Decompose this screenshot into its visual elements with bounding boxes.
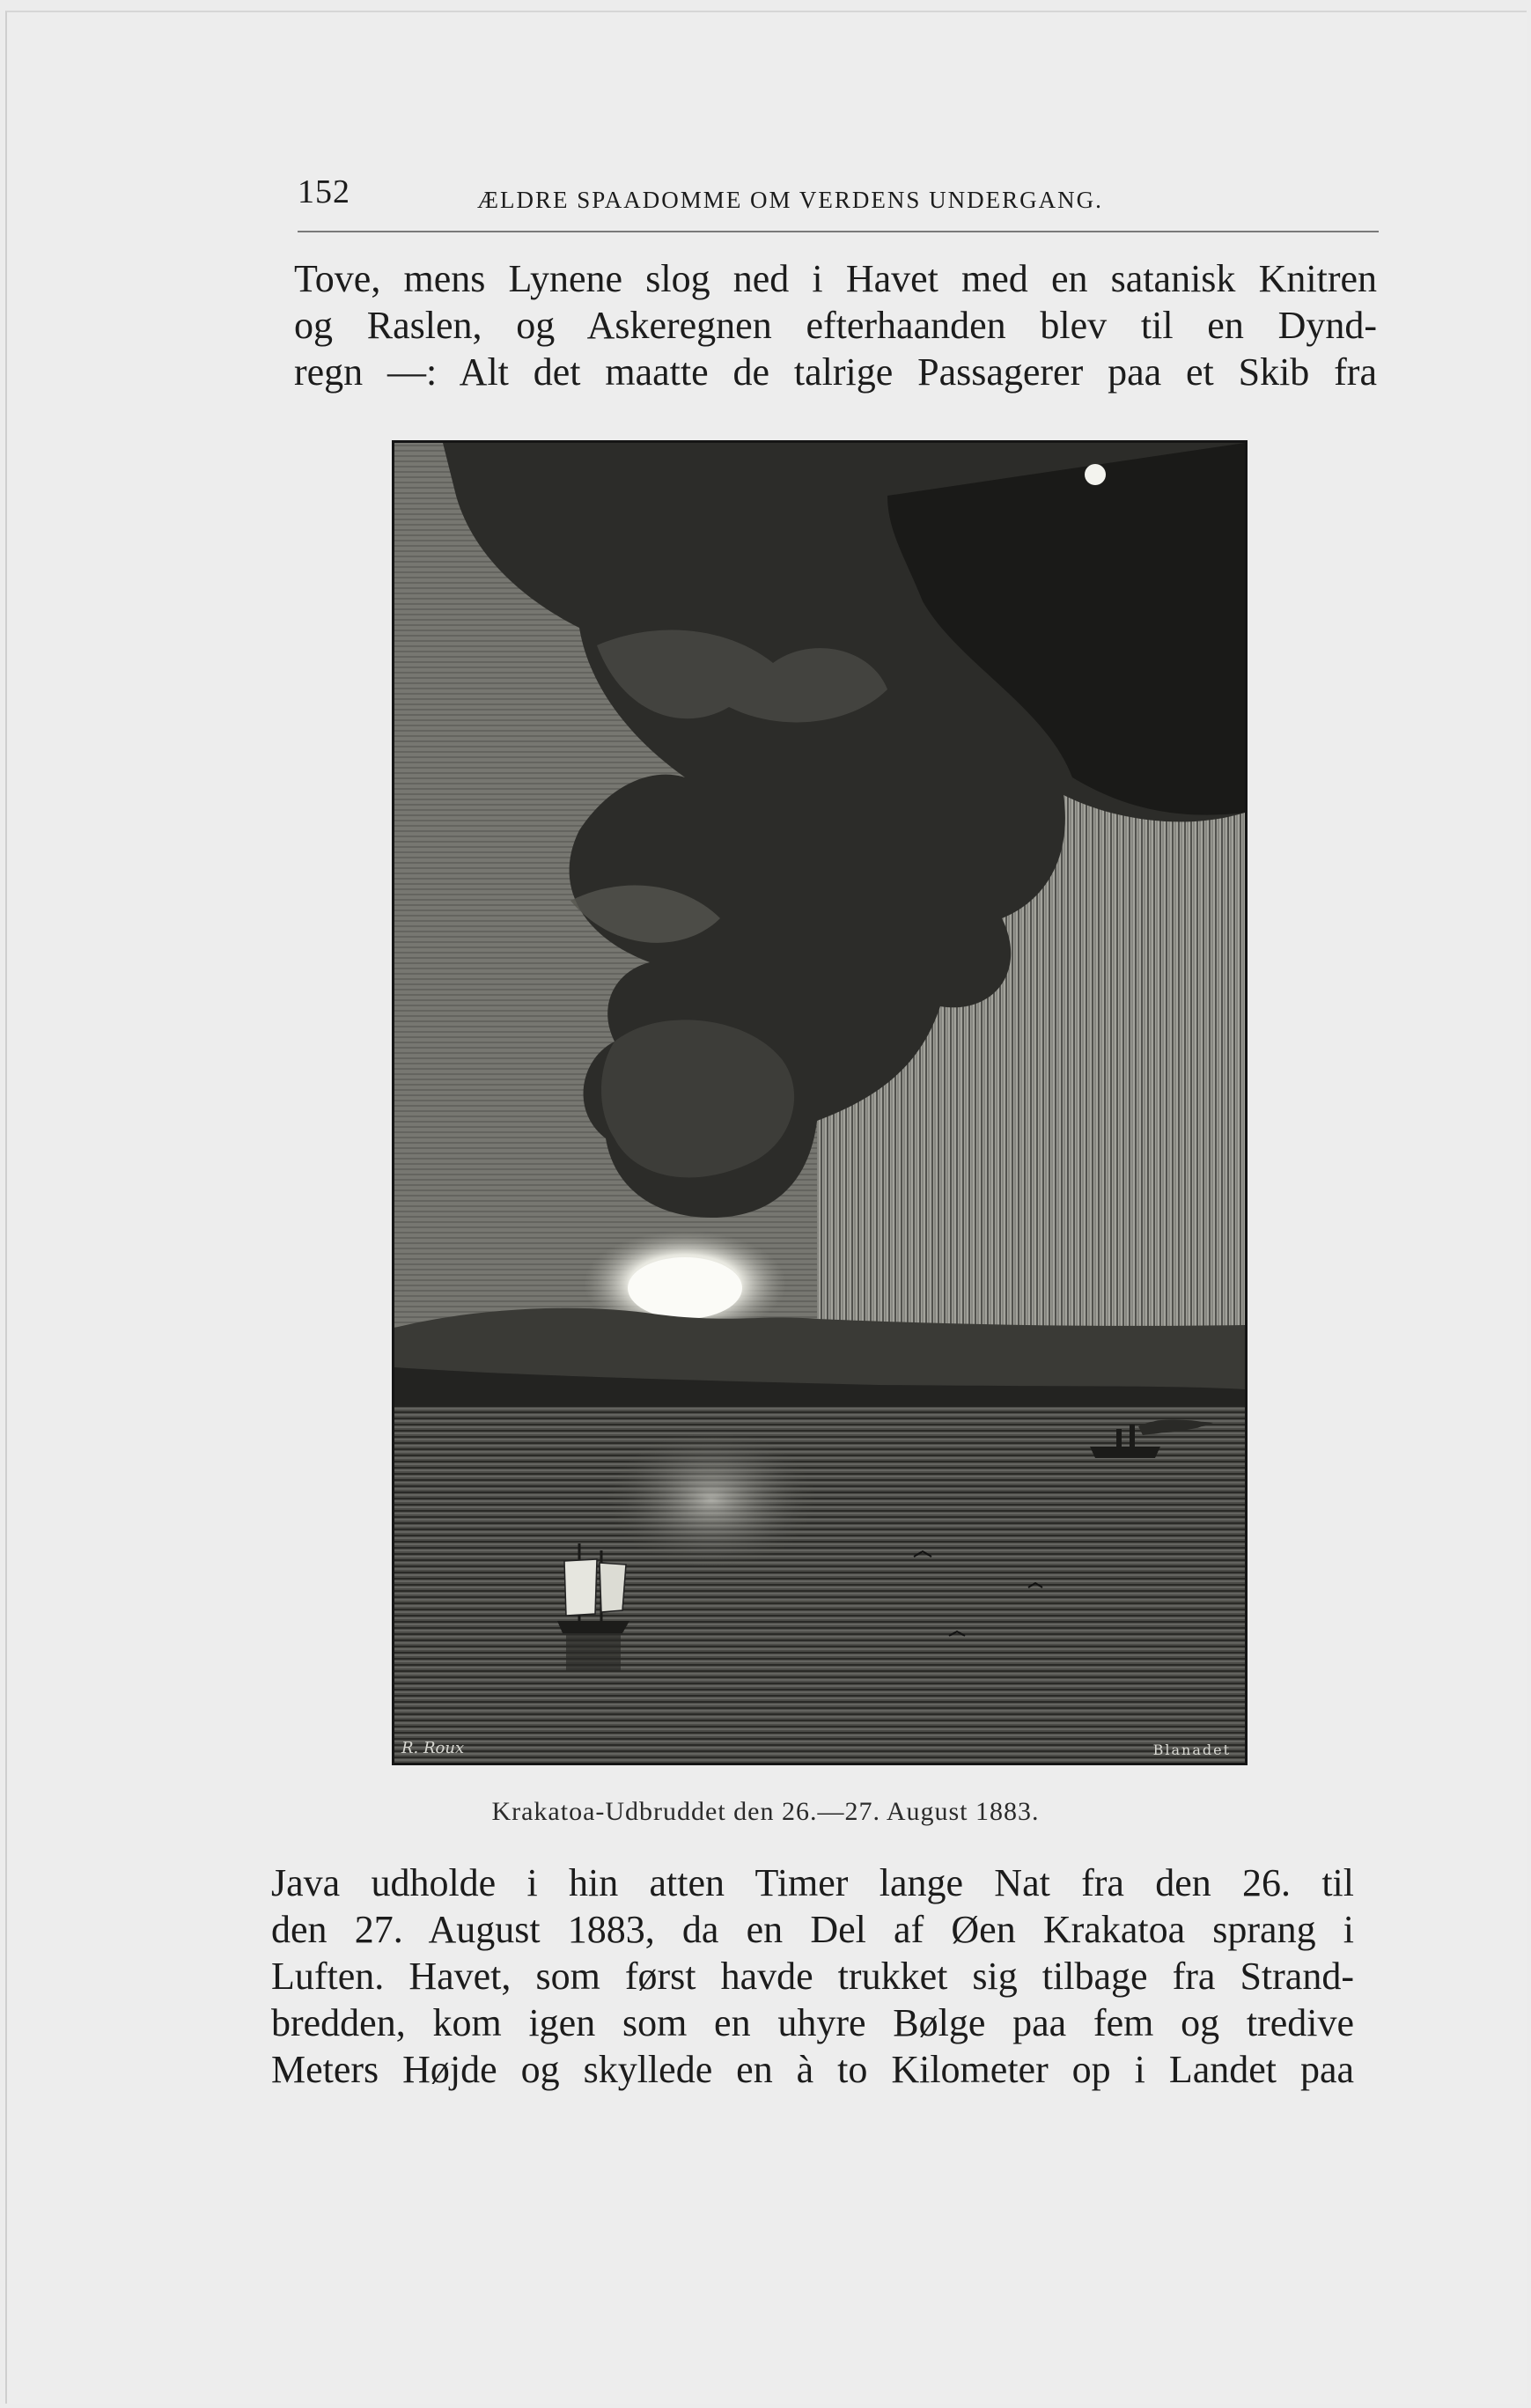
engraver-signature: Blanadet (1152, 1742, 1231, 1758)
artist-signature: R. Roux (401, 1739, 465, 1757)
krakatoa-engraving (392, 440, 1248, 1765)
paragraph-bottom (271, 1859, 1354, 2093)
engraving-image (394, 443, 1245, 1763)
page-header (298, 169, 1379, 232)
text-line: Tove, mens Lynene slog ned i Havet med en satanisk Knitren (294, 257, 1377, 300)
sea (394, 1407, 1245, 1763)
moon (1085, 464, 1106, 485)
page-number: 152 (298, 173, 350, 210)
text-line: regn —: Alt det maatte de talrige Passagerer paa et Skib fra (294, 350, 1377, 394)
glow-reflection (606, 1429, 817, 1570)
text-line: Java udholde i hin atten Timer lange Nat fra den 26. til (271, 1861, 1354, 1904)
text-line: og Raslen, og Askeregnen efterhaanden blev til en Dynd- (294, 304, 1377, 347)
running-head: ÆLDRE SPAADOMME OM VERDENS UNDERGANG. (477, 187, 1103, 213)
illustration-caption: Krakatoa-Udbruddet den 26.—27. August 1883. (491, 1797, 1040, 1826)
text-line: bredden, kom igen som en uhyre Bølge paa fem og tredive (271, 2001, 1354, 2044)
paragraph-top (294, 255, 1377, 395)
text-line: den 27. August 1883, da en Del af Øen Krakatoa sprang i (271, 1908, 1354, 1951)
text-line: Luften. Havet, som først havde trukket sig tilbage fra Strand- (271, 1955, 1354, 1998)
text-line: Meters Højde og skyllede en à to Kilometer op i Landet paa (271, 2048, 1354, 2091)
eruption-flash (628, 1257, 742, 1319)
